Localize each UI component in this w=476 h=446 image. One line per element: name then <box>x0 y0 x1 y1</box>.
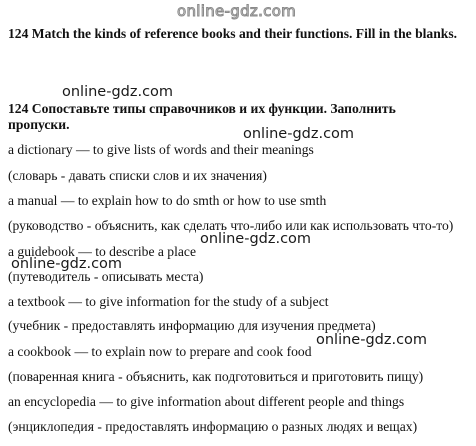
watermark: online-gdz.com <box>200 231 312 247</box>
watermark-top: online-gdz.com <box>177 2 297 20</box>
list-item-ru: (путеводитель - описывать места) <box>8 269 204 284</box>
list-item-en: a dictionary — to give lists of words and their meanings <box>8 142 314 157</box>
list-item-ru: (учебник - предоставлять информацию для изучения предмета) <box>8 318 376 333</box>
watermark: online-gdz.com <box>11 256 123 272</box>
list-item-ru: (энциклопедия - предоставлять информацию о разных людях и вещах) <box>8 419 418 434</box>
list-item-en: a cookbook — to explain now to prepare and cook food <box>8 344 312 359</box>
list-item-ru: (руководство - объяснить, как сделать что-либо или как использовать что-то) <box>8 218 454 233</box>
list-item-en: an encyclopedia — to give information about different people and things <box>8 394 405 409</box>
list-item-ru: (словарь - давать списки слов и их значения) <box>8 168 267 183</box>
exercise-heading-ru-line1: 124 Сопоставьте типы справочников и их функции. Заполнить <box>8 101 396 116</box>
list-item-en: a textbook — to give information for the study of a subject <box>8 294 329 309</box>
list-item-ru: (поваренная книга - объяснить, как подготовиться и приготовить пищу) <box>8 369 424 384</box>
list-item-en: a manual — to explain how to do smth or how to use smth <box>8 193 327 208</box>
watermark: online-gdz.com <box>243 126 355 142</box>
watermark: online-gdz.com <box>316 332 428 348</box>
exercise-heading-en: 124 Match the kinds of reference books and their functions. Fill in the blanks. <box>8 26 458 41</box>
list-item-en: a guidebook — to describe a place <box>8 244 196 259</box>
watermark: online-gdz.com <box>62 84 174 100</box>
exercise-heading-ru-line2: пропуски. <box>8 117 70 132</box>
